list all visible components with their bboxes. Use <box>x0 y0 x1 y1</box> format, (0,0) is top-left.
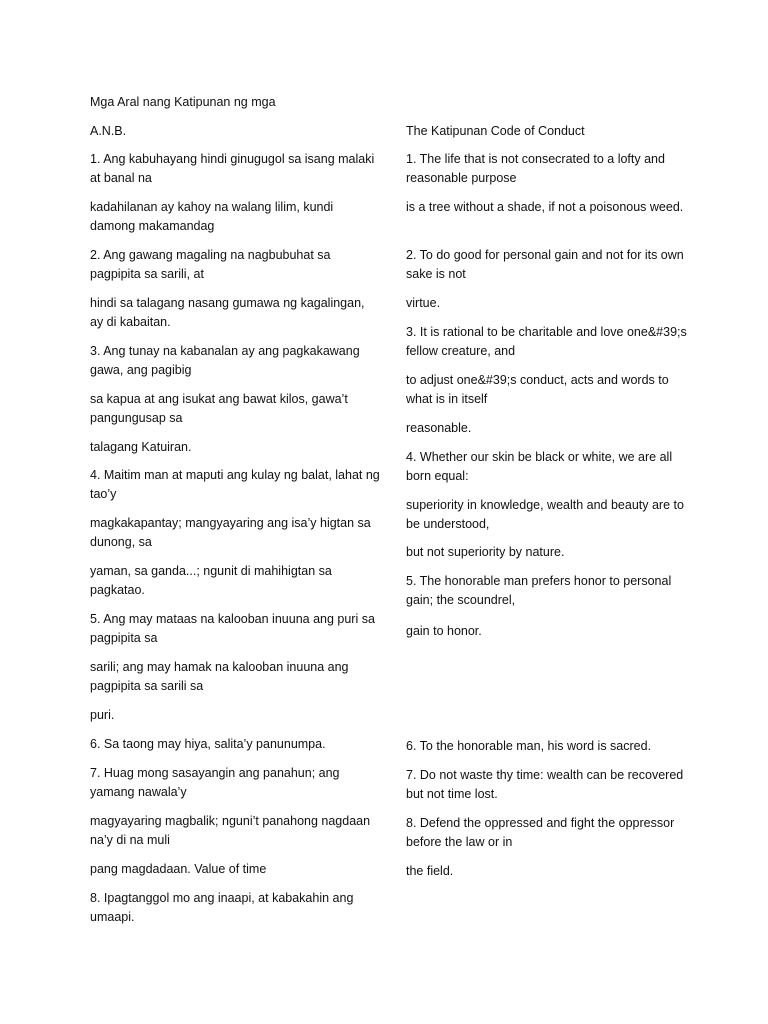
english-paragraph: to adjust one&#39;s conduct, acts and words to what is in itself <box>406 373 669 406</box>
tagalog-paragraph: talagang Katuiran. <box>90 440 192 454</box>
english-paragraph: 1. The life that is not consecrated to a lofty and reasonable purpose <box>406 152 665 185</box>
tagalog-title: Mga Aral nang Katipunan ng mga <box>90 95 276 109</box>
english-paragraph: virtue. <box>406 296 441 310</box>
tagalog-paragraph: hindi sa talagang nasang gumawa ng kagalingan, ay di kabaitan. <box>90 296 365 329</box>
english-paragraph: reasonable. <box>406 421 472 435</box>
tagalog-paragraph: magyayaring magbalik; nguni’t panahong nagdaan na’y di na muli <box>90 814 371 847</box>
tagalog-paragraph: puri. <box>90 708 115 722</box>
english-paragraph: 4. Whether our skin be black or white, we are all born equal: <box>406 450 673 483</box>
tagalog-paragraph: 7. Huag mong sasayangin ang panahun; ang yamang nawala’y <box>90 766 340 799</box>
tagalog-paragraph: yaman, sa ganda...; ngunit di mahihigtan sa pagkatao. <box>90 564 332 597</box>
tagalog-paragraph: pang magdadaan. Value of time <box>90 862 267 876</box>
tagalog-paragraph: 5. Ang may mataas na kalooban inuuna ang puri sa pagpipita sa <box>90 612 375 645</box>
tagalog-paragraph: sarili; ang may hamak na kalooban inuuna ang pagpipita sa sarili sa <box>90 660 349 693</box>
english-paragraph: 7. Do not waste thy time: wealth can be recovered but not time lost. <box>406 768 684 801</box>
english-paragraph: 5. The honorable man prefers honor to personal gain; the scoundrel, <box>406 574 672 607</box>
tagalog-paragraph: sa kapua at ang isukat ang bawat kilos, gawa’t pangungusap sa <box>90 392 348 425</box>
english-paragraph: 6. To the honorable man, his word is sacred. <box>406 739 652 753</box>
english-paragraph: 3. It is rational to be charitable and love one&#39;s fellow creature, and <box>406 325 687 358</box>
english-title: The Katipunan Code of Conduct <box>406 124 585 138</box>
tagalog-paragraph: 4. Maitim man at maputi ang kulay ng balat, lahat ng tao’y <box>90 468 380 501</box>
english-paragraph: 2. To do good for personal gain and not for its own sake is not <box>406 248 684 281</box>
english-paragraph: is a tree without a shade, if not a poisonous weed. <box>406 200 684 214</box>
tagalog-paragraph: kadahilanan ay kahoy na walang lilim, kundi damong makamandag <box>90 200 334 233</box>
tagalog-paragraph: 8. Ipagtanggol mo ang inaapi, at kabakahin ang umaapi. <box>90 891 354 924</box>
english-paragraph: but not superiority by nature. <box>406 545 565 559</box>
tagalog-paragraph: 6. Sa taong may hiya, salita’y panunumpa. <box>90 737 326 751</box>
english-paragraph: superiority in knowledge, wealth and beauty are to be understood, <box>406 498 684 531</box>
english-paragraph: gain to honor. <box>406 624 482 638</box>
tagalog-paragraph: 2. Ang gawang magaling na nagbubuhat sa pagpipita sa sarili, at <box>90 248 331 281</box>
tagalog-subtitle: A.N.B. <box>90 124 127 138</box>
english-paragraph: 8. Defend the oppressed and fight the oppressor before the law or in <box>406 816 675 849</box>
english-paragraph: the field. <box>406 864 454 878</box>
tagalog-paragraph: 3. Ang tunay na kabanalan ay ang pagkakawang gawa, ang pagibig <box>90 344 360 377</box>
tagalog-paragraph: 1. Ang kabuhayang hindi ginugugol sa isang malaki at banal na <box>90 152 375 185</box>
tagalog-paragraph: magkakapantay; mangyayaring ang isa’y higtan sa dunong, sa <box>90 516 371 549</box>
